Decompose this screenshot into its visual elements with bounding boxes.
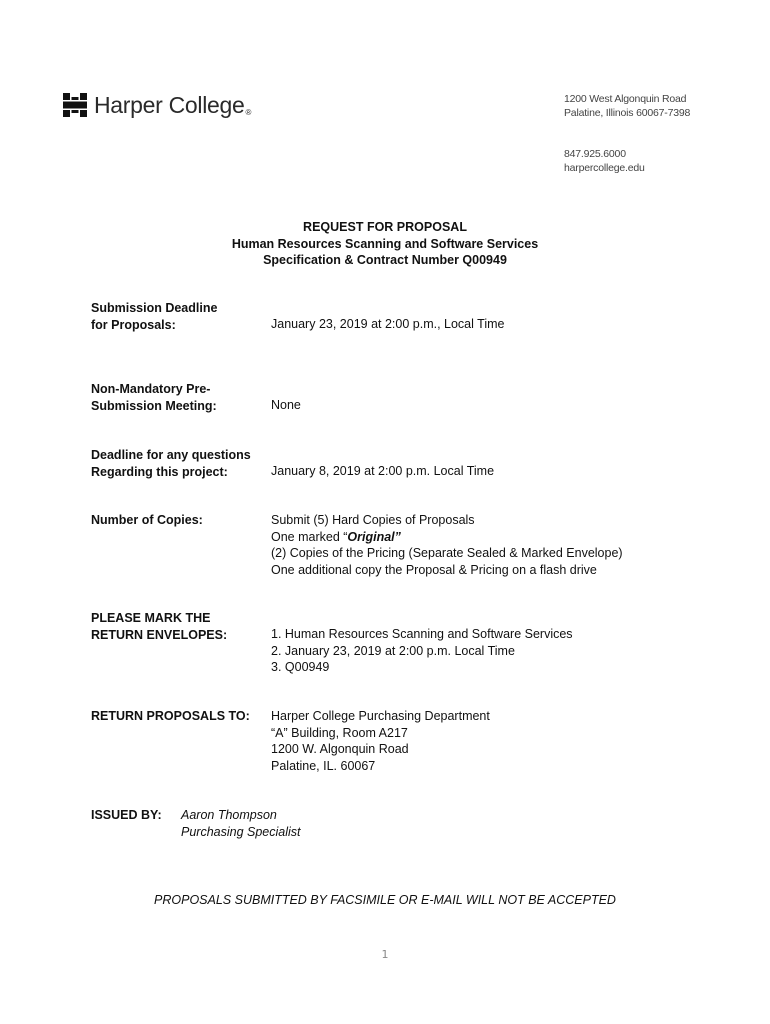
return-address-line: Harper College Purchasing Department [271,709,490,723]
pre-submission-meeting-label [91,381,217,414]
title-line-3: Specification & Contract Number Q00949 [263,253,507,267]
return-address-line: 1200 W. Algonquin Road [271,742,409,756]
issuer-role: Purchasing Specialist [181,824,301,839]
original-emphasis: Original” [347,529,401,544]
questions-deadline-label [91,447,251,480]
envelope-item: 1. Human Resources Scanning and Software Services [271,627,573,641]
registered-mark: ® [245,107,252,117]
issued-by-label: ISSUED BY: [91,808,162,822]
label-line: Submission Deadline [91,301,218,315]
return-address-line: “A” Building, Room A217 [271,725,408,740]
copies-line-2 [271,529,623,546]
copies-line-3: (2) Copies of the Pricing (Separate Sealed & Marked Envelope) [271,546,623,560]
label-line: Non-Mandatory Pre- [91,382,211,396]
website: harpercollege.edu [564,162,645,174]
envelope-item: 3. Q00949 [271,660,330,674]
logo-wordmark [94,91,252,118]
envelope-item: 2. January 23, 2019 at 2:00 p.m. Local Time [271,643,515,658]
number-of-copies-label: Number of Copies: [91,513,203,527]
label-line: for Proposals: [91,317,176,332]
college-address [564,92,690,120]
copies-line-1: Submit (5) Hard Copies of Proposals [271,513,475,527]
document-title [0,219,770,269]
return-address [271,708,490,774]
mark-envelopes-label [91,610,227,643]
college-contact [564,147,645,175]
label-line: PLEASE MARK THE [91,611,211,625]
address-line-1: 1200 West Algonquin Road [564,93,687,105]
label-line: RETURN ENVELOPES: [91,627,228,642]
label-line: Submission Meeting: [91,398,217,413]
logo-name: Harper College [94,91,245,118]
copies-marked-prefix: One marked “ [271,529,348,544]
mark-envelopes-list [271,626,573,676]
harper-college-logo [63,93,251,117]
phone-number: 847.925.6000 [564,148,626,160]
harper-logo-icon [63,93,87,117]
return-proposals-label: RETURN PROPOSALS TO: [91,709,250,723]
copies-line-4: One additional copy the Proposal & Pricing on a flash drive [271,562,597,577]
title-line-1: REQUEST FOR PROPOSAL [303,220,467,234]
pre-submission-meeting-value: None [271,398,301,412]
issuer-name: Aaron Thompson [181,808,277,822]
submission-deadline-label [91,300,217,333]
title-line-2: Human Resources Scanning and Software Services [231,236,539,251]
number-of-copies-value [271,512,623,578]
address-line-2: Palatine, Illinois 60067-7398 [564,107,691,119]
page-number: 1 [381,948,389,961]
return-address-line: Palatine, IL. 60067 [271,758,376,773]
issuer [181,807,301,840]
questions-deadline-value: January 8, 2019 at 2:00 p.m. Local Time [271,464,495,478]
submission-notice: PROPOSALS SUBMITTED BY FACSIMILE OR E-MAIL WILL NOT BE ACCEPTED [154,893,616,907]
submission-deadline-value: January 23, 2019 at 2:00 p.m., Local Time [271,317,505,331]
label-line: Deadline for any questions [91,448,251,462]
label-line: Regarding this project: [91,464,228,479]
